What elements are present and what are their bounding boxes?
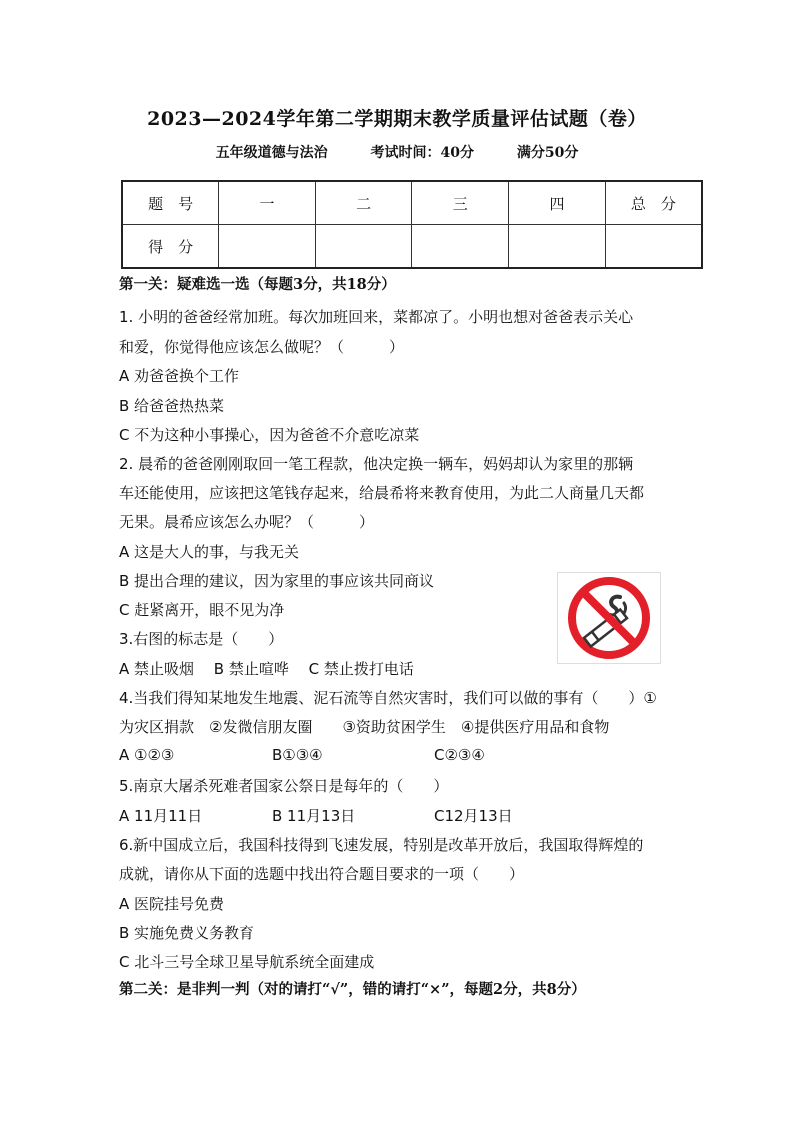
full-score: 满分50分 bbox=[516, 145, 579, 161]
q2-option-b: B 提出合理的建议，因为家里的事应该共同商议 bbox=[119, 572, 435, 590]
score-input-3[interactable] bbox=[412, 225, 509, 269]
q6-option-c: C 北斗三号全球卫星导航系统全面建成 bbox=[119, 953, 375, 971]
q5-option-b: B 11月13日 bbox=[272, 807, 356, 825]
score-cell-4: 四 bbox=[509, 181, 606, 225]
q2-line-2: 车还能使用，应该把这笔钱存起来，给晨希将来教育使用，为此二人商量几天都 bbox=[119, 484, 645, 502]
exam-subtitle bbox=[0, 142, 794, 162]
q2-line-1: 2. 晨希的爸爸刚刚取回一笔工程款，他决定换一辆车，妈妈却认为家里的那辆 bbox=[119, 455, 634, 473]
no-smoking-sign-image bbox=[557, 572, 661, 664]
subject-label: 五年级道德与法治 bbox=[215, 145, 328, 161]
q4-option-b: B①③④ bbox=[272, 746, 323, 764]
q3-options: A 禁止吸烟 B 禁止喧哗 C 禁止拨打电话 bbox=[119, 660, 414, 678]
q5-option-a: A 11月11日 bbox=[119, 807, 203, 825]
q1-line-2: 和爱，你觉得他应该怎么做呢？（ ） bbox=[119, 338, 405, 356]
q4-option-c: C②③④ bbox=[434, 746, 485, 764]
score-cell-question-label: 题 号 bbox=[122, 181, 219, 225]
q4-line-2: 为灾区捐款 ②发微信朋友圈 ③资助贫困学生 ④提供医疗用品和食物 bbox=[119, 718, 610, 736]
exam-title: 2023—2024学年第二学期期末教学质量评估试题（卷） bbox=[147, 108, 647, 130]
q5-option-c: C12月13日 bbox=[434, 807, 513, 825]
score-cell-score-label: 得 分 bbox=[122, 225, 219, 269]
q1-option-b: B 给爸爸热热菜 bbox=[119, 397, 225, 415]
q1-option-c: C 不为这种小事操心，因为爸爸不介意吃凉菜 bbox=[119, 426, 420, 444]
q1-line-1: 1. 小明的爸爸经常加班。每次加班回来，菜都凉了。小明也想对爸爸表示关心 bbox=[119, 308, 634, 326]
score-cell-total: 总 分 bbox=[605, 181, 702, 225]
score-input-4[interactable] bbox=[509, 225, 606, 269]
score-table-score-row bbox=[122, 225, 702, 269]
score-cell-3: 三 bbox=[412, 181, 509, 225]
q4-option-a: A ①②③ bbox=[119, 746, 175, 764]
score-cell-1: 一 bbox=[219, 181, 316, 225]
q3-line-1: 3.右图的标志是（ ） bbox=[119, 630, 284, 648]
score-input-1[interactable] bbox=[219, 225, 316, 269]
q6-option-a: A 医院挂号免费 bbox=[119, 895, 225, 913]
q1-option-a: A 劝爸爸换个工作 bbox=[119, 367, 240, 385]
exam-time: 考试时间：40分 bbox=[370, 145, 474, 161]
section-2-title: 第二关：是非判一判（对的请打“√”，错的请打“×”，每题2分，共8分） bbox=[119, 981, 586, 998]
q2-option-c: C 赶紧离开，眼不见为净 bbox=[119, 601, 285, 619]
q4-line-1: 4.当我们得知某地发生地震、泥石流等自然灾害时，我们可以做的事有（ ）① bbox=[119, 689, 657, 707]
score-input-2[interactable] bbox=[315, 225, 412, 269]
no-smoking-icon bbox=[558, 573, 660, 663]
score-cell-2: 二 bbox=[315, 181, 412, 225]
score-table bbox=[121, 180, 703, 269]
q5-line-1: 5.南京大屠杀死难者国家公祭日是每年的（ ） bbox=[119, 777, 449, 795]
q6-line-1: 6.新中国成立后，我国科技得到飞速发展，特别是改革开放后，我国取得辉煌的 bbox=[119, 836, 644, 854]
q2-option-a: A 这是大人的事，与我无关 bbox=[119, 543, 300, 561]
score-table-header-row bbox=[122, 181, 702, 225]
q6-line-2: 成就，请你从下面的选题中找出符合题目要求的一项（ ） bbox=[119, 865, 525, 883]
section-1-title: 第一关：疑难选一选（每题3分，共18分） bbox=[119, 276, 396, 293]
q2-line-3: 无果。晨希应该怎么办呢？（ ） bbox=[119, 513, 375, 531]
score-input-total[interactable] bbox=[605, 225, 702, 269]
q6-option-b: B 实施免费义务教育 bbox=[119, 924, 255, 942]
